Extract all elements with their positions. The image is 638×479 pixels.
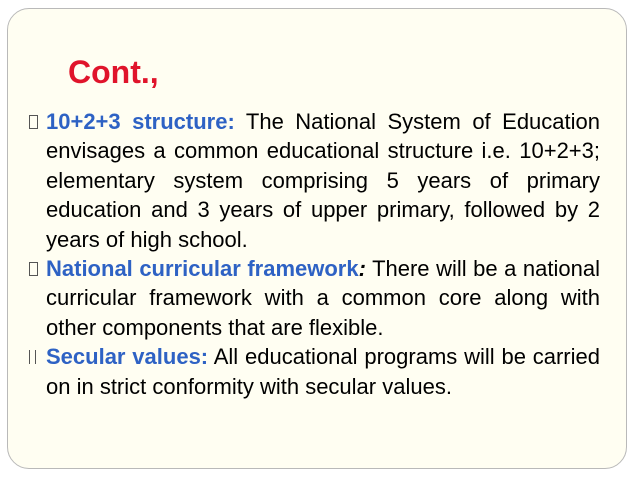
bullet-lead: 10+2+3 structure: xyxy=(46,109,235,134)
bullet-paragraph xyxy=(46,254,600,342)
bullet-item-secular-values xyxy=(24,342,600,401)
bullet-text: All educational programs will be carried on in strict conformity with secular values. xyxy=(46,344,600,399)
bullet-box-icon xyxy=(29,262,38,276)
bullet-text: The National System of Education envisages a common educational structure i.e. 10+2+3; elementary system comprising 5 years of primary education and 3 years of upper primary, followed by 2 years of high school. xyxy=(46,109,600,252)
bullet-paragraph xyxy=(46,107,600,254)
bullet-paragraph xyxy=(46,342,600,401)
bullet-list xyxy=(24,107,600,401)
bullet-bar-icon xyxy=(29,350,36,364)
bullet-item-structure xyxy=(24,107,600,254)
bullet-lead: Secular values: xyxy=(46,344,209,370)
bullet-item-curricular-framework xyxy=(24,254,600,342)
bullet-separator: : xyxy=(358,256,366,282)
slide-title: Cont., xyxy=(68,54,159,90)
bullet-lead: National curricular framework xyxy=(46,256,359,282)
bullet-text: There will be a national curricular framework with a common core along with other components that are flexible. xyxy=(46,256,600,340)
bullet-box-icon xyxy=(29,115,38,129)
